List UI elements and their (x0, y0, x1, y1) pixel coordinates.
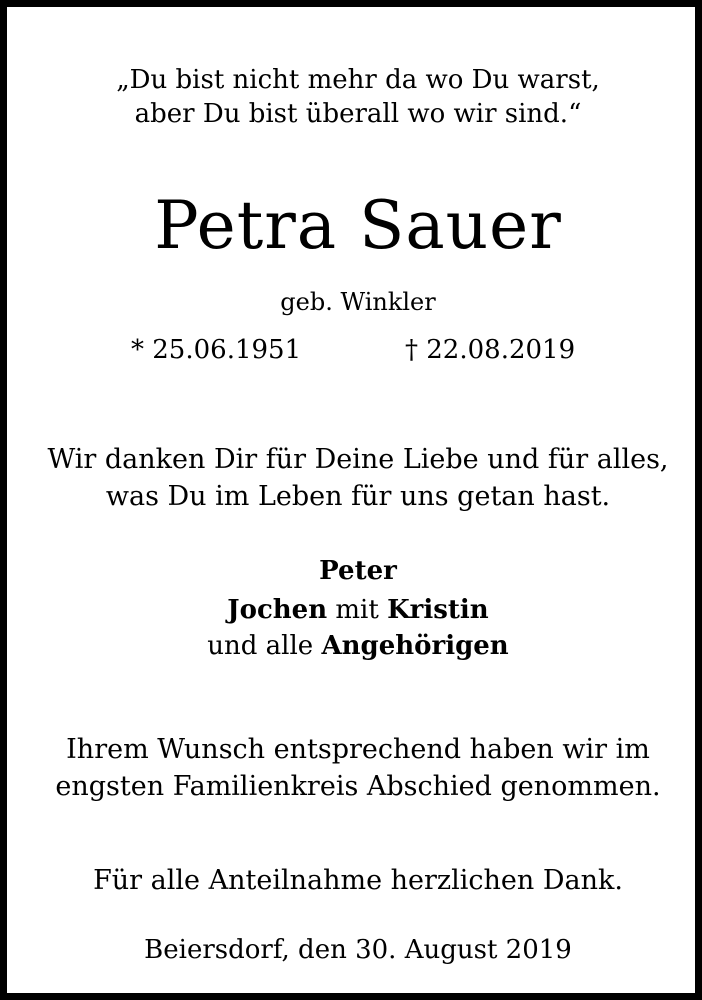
mourner-kristin: Kristin (387, 595, 489, 625)
thanks-line-1: Wir danken Dir für Deine Liebe und für alles, (47, 444, 669, 475)
thanks-line-2: was Du im Leben für uns getan hast. (105, 481, 611, 512)
mourner-line-1 (7, 556, 702, 586)
mourner-line-2 (7, 595, 702, 625)
mourner-jochen: Jochen (227, 595, 328, 625)
prefix-und-alle: und alle (207, 631, 322, 661)
notice-line-2: engsten Familienkreis Abschied genommen. (55, 771, 661, 802)
quote-line-1: „Du bist nicht mehr da wo Du warst, (116, 65, 600, 95)
conjunction-mit: mit (327, 595, 388, 625)
mourner-line-3 (7, 631, 702, 661)
mourner-peter: Peter (319, 556, 397, 586)
gratitude-line: Für alle Anteilnahme herzlichen Dank. (93, 865, 623, 896)
mourner-relatives: Angehörigen (321, 631, 509, 661)
birth-date: * 25.06.1951 (131, 335, 302, 365)
place-and-date: Beiersdorf, den 30. August 2019 (144, 935, 572, 965)
maiden-name: geb. Winkler (280, 288, 436, 316)
death-date: † 22.08.2019 (405, 335, 576, 365)
notice-line-1: Ihrem Wunsch entsprechend haben wir im (66, 734, 650, 765)
deceased-name: Petra Sauer (154, 187, 562, 264)
quote-line-2: aber Du bist überall wo wir sind.“ (134, 99, 582, 129)
